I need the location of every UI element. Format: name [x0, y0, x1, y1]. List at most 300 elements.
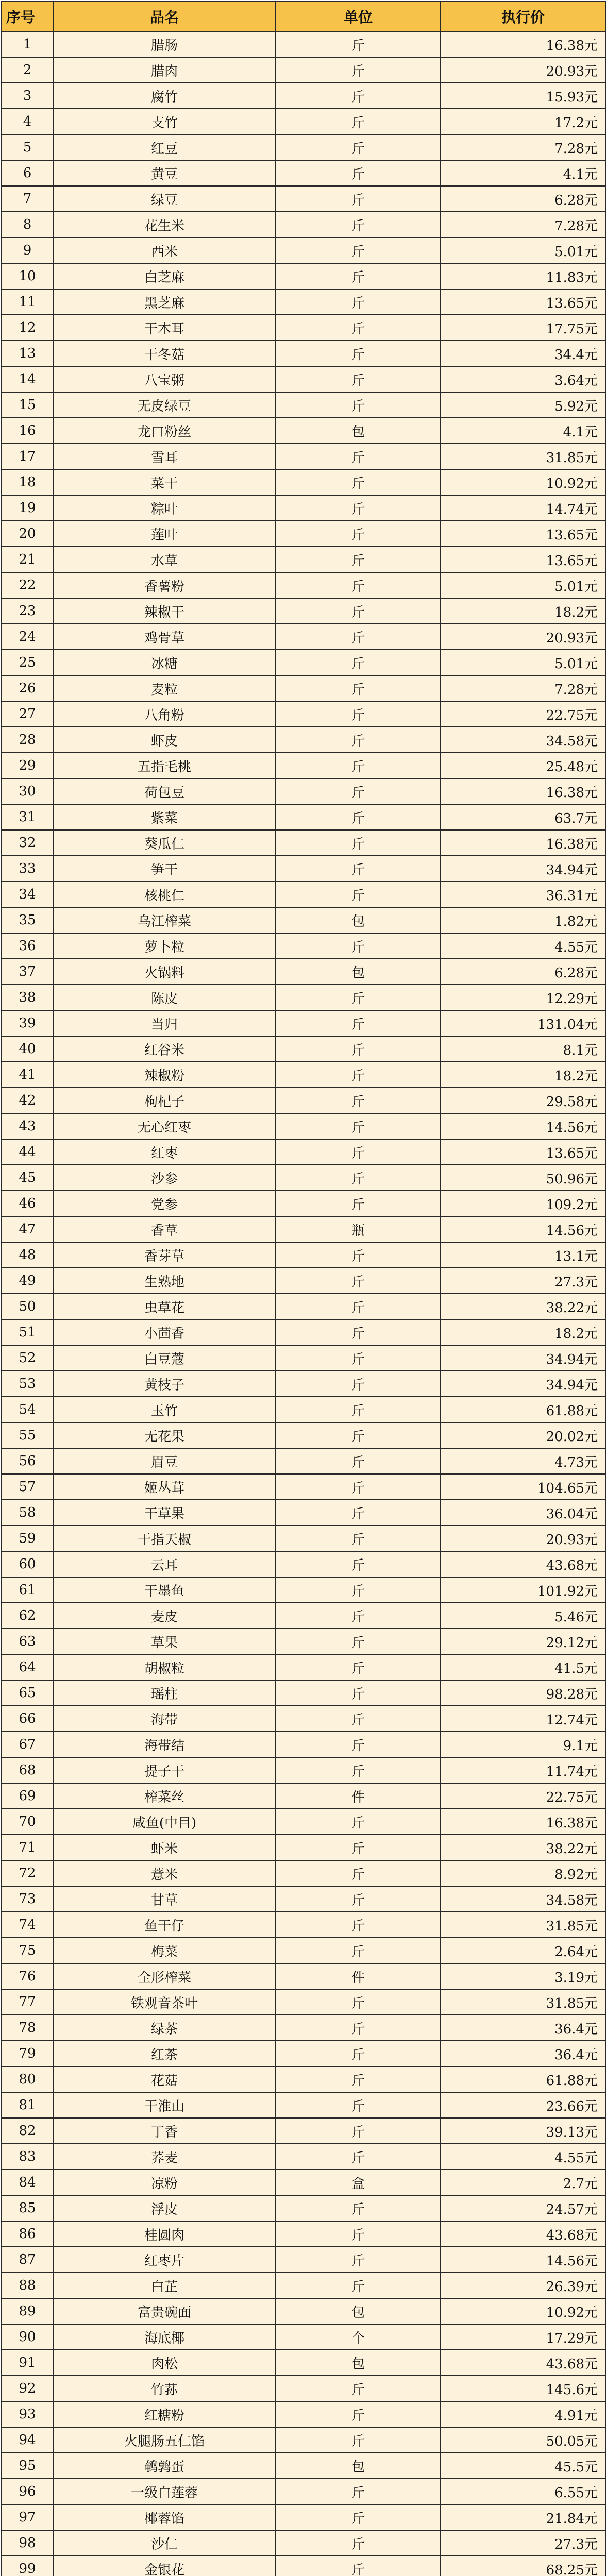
cell-unit: 斤 [276, 366, 441, 392]
cell-index: 61 [2, 1577, 53, 1603]
cell-name: 浮皮 [53, 2195, 276, 2221]
cell-name: 咸鱼(中目) [53, 1809, 276, 1835]
table-row [2, 1680, 605, 1706]
cell-index: 4 [2, 109, 53, 134]
cell-unit: 斤 [276, 2144, 441, 2170]
cell-name: 全形榨菜 [53, 1963, 276, 1989]
cell-unit: 斤 [276, 1577, 441, 1603]
cell-price: 3.64元 [441, 366, 605, 392]
cell-price: 4.1元 [441, 418, 605, 444]
cell-index: 69 [2, 1783, 53, 1809]
cell-unit: 瓶 [276, 1216, 441, 1242]
table-row [2, 1139, 605, 1165]
table-row [2, 1010, 605, 1036]
table-row [2, 1629, 605, 1654]
cell-price: 31.85元 [441, 1989, 605, 2015]
price-table [1, 1, 606, 2576]
cell-index: 90 [2, 2324, 53, 2350]
cell-price: 27.3元 [441, 1268, 605, 1294]
cell-index: 97 [2, 2504, 53, 2530]
cell-price: 131.04元 [441, 1010, 605, 1036]
cell-unit: 斤 [276, 1938, 441, 1963]
cell-name: 一级白莲蓉 [53, 2479, 276, 2504]
cell-name: 八宝粥 [53, 366, 276, 392]
cell-index: 36 [2, 933, 53, 959]
table-row [2, 31, 605, 57]
cell-index: 94 [2, 2427, 53, 2453]
cell-name: 云耳 [53, 1551, 276, 1577]
table-row [2, 315, 605, 341]
cell-price: 5.01元 [441, 650, 605, 675]
cell-index: 93 [2, 2401, 53, 2427]
cell-price: 16.38元 [441, 1809, 605, 1835]
cell-index: 60 [2, 1551, 53, 1577]
cell-unit: 斤 [276, 1603, 441, 1629]
table-row [2, 1860, 605, 1886]
cell-name: 花生米 [53, 212, 276, 238]
table-row [2, 2273, 605, 2298]
cell-unit: 斤 [276, 2273, 441, 2298]
table-row [2, 1422, 605, 1448]
cell-index: 64 [2, 1654, 53, 1680]
cell-price: 13.65元 [441, 521, 605, 547]
cell-name: 莲叶 [53, 521, 276, 547]
table-body [2, 31, 605, 2576]
cell-price: 61.88元 [441, 2066, 605, 2092]
table-row [2, 1345, 605, 1371]
cell-price: 17.29元 [441, 2324, 605, 2350]
cell-name: 海带结 [53, 1732, 276, 1757]
cell-unit: 斤 [276, 624, 441, 650]
header-index: 序号 [2, 2, 53, 31]
table-row [2, 2401, 605, 2427]
table-row [2, 804, 605, 830]
cell-name: 椰蓉馅 [53, 2504, 276, 2530]
cell-unit: 斤 [276, 1422, 441, 1448]
cell-name: 火锅料 [53, 959, 276, 985]
table-row [2, 2066, 605, 2092]
cell-price: 26.39元 [441, 2273, 605, 2298]
cell-price: 36.4元 [441, 2015, 605, 2041]
table-row [2, 598, 605, 624]
cell-price: 61.88元 [441, 1397, 605, 1422]
cell-unit: 斤 [276, 1448, 441, 1474]
cell-unit: 包 [276, 418, 441, 444]
cell-index: 76 [2, 1963, 53, 1989]
cell-unit: 件 [276, 1783, 441, 1809]
cell-unit: 斤 [276, 727, 441, 753]
table-row [2, 572, 605, 598]
cell-index: 95 [2, 2453, 53, 2479]
cell-unit: 斤 [276, 289, 441, 315]
table-row [2, 289, 605, 315]
cell-name: 红谷米 [53, 1036, 276, 1062]
cell-index: 3 [2, 83, 53, 109]
cell-index: 8 [2, 212, 53, 238]
cell-index: 16 [2, 418, 53, 444]
table-row [2, 1706, 605, 1732]
cell-price: 13.65元 [441, 547, 605, 572]
cell-index: 31 [2, 804, 53, 830]
cell-index: 86 [2, 2221, 53, 2247]
table-row [2, 1448, 605, 1474]
table-row [2, 1551, 605, 1577]
cell-name: 腊肉 [53, 57, 276, 83]
cell-unit: 斤 [276, 2247, 441, 2273]
cell-name: 绿茶 [53, 2015, 276, 2041]
cell-index: 39 [2, 1010, 53, 1036]
cell-index: 12 [2, 315, 53, 341]
cell-name: 提子干 [53, 1757, 276, 1783]
cell-index: 40 [2, 1036, 53, 1062]
cell-price: 63.7元 [441, 804, 605, 830]
table-row [2, 2504, 605, 2530]
cell-index: 7 [2, 186, 53, 212]
cell-index: 70 [2, 1809, 53, 1835]
cell-index: 18 [2, 469, 53, 495]
cell-index: 98 [2, 2530, 53, 2556]
cell-name: 丁香 [53, 2118, 276, 2144]
table-row [2, 1242, 605, 1268]
cell-unit: 斤 [276, 1835, 441, 1860]
cell-unit: 斤 [276, 882, 441, 907]
table-row [2, 1577, 605, 1603]
cell-unit: 斤 [276, 2041, 441, 2066]
cell-unit: 斤 [276, 1526, 441, 1551]
cell-unit: 包 [276, 2453, 441, 2479]
cell-index: 9 [2, 238, 53, 263]
cell-price: 36.4元 [441, 2041, 605, 2066]
cell-name: 富贵碗面 [53, 2298, 276, 2324]
table-row [2, 2221, 605, 2247]
cell-name: 虾皮 [53, 727, 276, 753]
cell-index: 52 [2, 1345, 53, 1371]
table-row [2, 1319, 605, 1345]
cell-unit: 斤 [276, 856, 441, 882]
cell-index: 59 [2, 1526, 53, 1551]
cell-index: 62 [2, 1603, 53, 1629]
cell-price: 14.74元 [441, 495, 605, 521]
cell-unit: 斤 [276, 1088, 441, 1113]
cell-unit: 斤 [276, 1860, 441, 1886]
cell-index: 89 [2, 2298, 53, 2324]
cell-price: 2.64元 [441, 1938, 605, 1963]
cell-name: 鹌鹑蛋 [53, 2453, 276, 2479]
cell-name: 香薯粉 [53, 572, 276, 598]
cell-unit: 件 [276, 1963, 441, 1989]
table-row [2, 1809, 605, 1835]
cell-price: 5.92元 [441, 392, 605, 418]
cell-unit: 斤 [276, 1629, 441, 1654]
cell-index: 75 [2, 1938, 53, 1963]
cell-index: 50 [2, 1294, 53, 1319]
table-row [2, 1191, 605, 1216]
cell-index: 30 [2, 778, 53, 804]
cell-price: 27.3元 [441, 2530, 605, 2556]
table-row [2, 2376, 605, 2401]
table-row [2, 2324, 605, 2350]
cell-name: 干淮山 [53, 2092, 276, 2118]
cell-unit: 斤 [276, 1139, 441, 1165]
cell-unit: 斤 [276, 1757, 441, 1783]
cell-price: 98.28元 [441, 1680, 605, 1706]
cell-price: 104.65元 [441, 1474, 605, 1500]
cell-price: 11.83元 [441, 263, 605, 289]
cell-name: 虾米 [53, 1835, 276, 1860]
cell-unit: 斤 [276, 392, 441, 418]
header-unit: 单位 [276, 2, 441, 31]
cell-index: 56 [2, 1448, 53, 1474]
cell-name: 当归 [53, 1010, 276, 1036]
cell-index: 85 [2, 2195, 53, 2221]
cell-price: 2.7元 [441, 2170, 605, 2195]
cell-index: 27 [2, 701, 53, 727]
cell-price: 18.2元 [441, 598, 605, 624]
cell-price: 21.84元 [441, 2504, 605, 2530]
cell-name: 小茴香 [53, 1319, 276, 1345]
cell-name: 沙仁 [53, 2530, 276, 2556]
cell-unit: 斤 [276, 212, 441, 238]
cell-index: 37 [2, 959, 53, 985]
cell-unit: 斤 [276, 753, 441, 778]
table-row [2, 2247, 605, 2273]
cell-price: 12.74元 [441, 1706, 605, 1732]
cell-unit: 斤 [276, 2015, 441, 2041]
cell-unit: 斤 [276, 1113, 441, 1139]
cell-price: 34.94元 [441, 856, 605, 882]
cell-unit: 斤 [276, 598, 441, 624]
cell-price: 34.94元 [441, 1345, 605, 1371]
table-row [2, 1500, 605, 1526]
cell-index: 80 [2, 2066, 53, 2092]
cell-unit: 斤 [276, 1397, 441, 1422]
cell-unit: 斤 [276, 1706, 441, 1732]
cell-name: 笋干 [53, 856, 276, 882]
cell-index: 34 [2, 882, 53, 907]
cell-name: 党参 [53, 1191, 276, 1216]
cell-name: 菜干 [53, 469, 276, 495]
cell-name: 红枣片 [53, 2247, 276, 2273]
table-row [2, 212, 605, 238]
table-row [2, 2427, 605, 2453]
table-row [2, 444, 605, 469]
cell-name: 黄豆 [53, 160, 276, 186]
cell-index: 42 [2, 1088, 53, 1113]
cell-name: 干冬菇 [53, 341, 276, 366]
cell-index: 77 [2, 1989, 53, 2015]
cell-price: 18.2元 [441, 1319, 605, 1345]
cell-name: 干墨鱼 [53, 1577, 276, 1603]
cell-name: 虫草花 [53, 1294, 276, 1319]
cell-unit: 斤 [276, 1654, 441, 1680]
cell-unit: 斤 [276, 186, 441, 212]
cell-index: 81 [2, 2092, 53, 2118]
table-row [2, 263, 605, 289]
table-row [2, 547, 605, 572]
cell-name: 五指毛桃 [53, 753, 276, 778]
cell-unit: 斤 [276, 2066, 441, 2092]
cell-name: 干草果 [53, 1500, 276, 1526]
cell-price: 18.2元 [441, 1062, 605, 1088]
cell-index: 20 [2, 521, 53, 547]
cell-name: 黑芝麻 [53, 289, 276, 315]
cell-unit: 斤 [276, 1294, 441, 1319]
cell-price: 34.94元 [441, 1371, 605, 1397]
cell-index: 41 [2, 1062, 53, 1088]
cell-unit: 斤 [276, 315, 441, 341]
table-row [2, 1165, 605, 1191]
table-row [2, 366, 605, 392]
cell-price: 34.58元 [441, 1886, 605, 1912]
cell-unit: 斤 [276, 1680, 441, 1706]
cell-unit: 包 [276, 959, 441, 985]
table-row [2, 985, 605, 1010]
table-row [2, 1757, 605, 1783]
table-row [2, 392, 605, 418]
cell-index: 83 [2, 2144, 53, 2170]
cell-name: 薏米 [53, 1860, 276, 1886]
cell-price: 45.5元 [441, 2453, 605, 2479]
cell-name: 鸡骨草 [53, 624, 276, 650]
cell-index: 66 [2, 1706, 53, 1732]
table-row [2, 1886, 605, 1912]
table-row [2, 2170, 605, 2195]
table-row [2, 778, 605, 804]
cell-index: 43 [2, 1113, 53, 1139]
cell-index: 78 [2, 2015, 53, 2041]
table-row [2, 2479, 605, 2504]
cell-name: 白芷 [53, 2273, 276, 2298]
cell-unit: 斤 [276, 1268, 441, 1294]
cell-index: 49 [2, 1268, 53, 1294]
table-row [2, 2015, 605, 2041]
cell-unit: 包 [276, 907, 441, 933]
cell-name: 无花果 [53, 1422, 276, 1448]
cell-name: 荷包豆 [53, 778, 276, 804]
cell-unit: 斤 [276, 31, 441, 57]
cell-index: 29 [2, 753, 53, 778]
cell-index: 44 [2, 1139, 53, 1165]
cell-unit: 斤 [276, 134, 441, 160]
cell-price: 23.66元 [441, 2092, 605, 2118]
cell-price: 24.57元 [441, 2195, 605, 2221]
cell-price: 14.56元 [441, 1113, 605, 1139]
cell-name: 海底椰 [53, 2324, 276, 2350]
cell-price: 13.65元 [441, 289, 605, 315]
cell-price: 68.25元 [441, 2556, 605, 2576]
table-row [2, 933, 605, 959]
cell-price: 109.2元 [441, 1191, 605, 1216]
cell-price: 16.38元 [441, 830, 605, 856]
cell-price: 12.29元 [441, 985, 605, 1010]
cell-unit: 斤 [276, 1319, 441, 1345]
cell-index: 58 [2, 1500, 53, 1526]
cell-index: 71 [2, 1835, 53, 1860]
cell-unit: 斤 [276, 1912, 441, 1938]
cell-price: 7.28元 [441, 212, 605, 238]
table-row [2, 675, 605, 701]
cell-name: 龙口粉丝 [53, 418, 276, 444]
cell-name: 雪耳 [53, 444, 276, 469]
table-row [2, 495, 605, 521]
cell-name: 白豆蔻 [53, 1345, 276, 1371]
table-row [2, 1088, 605, 1113]
cell-name: 肉松 [53, 2350, 276, 2376]
cell-price: 145.6元 [441, 2376, 605, 2401]
header-name: 品名 [53, 2, 276, 31]
cell-price: 25.48元 [441, 753, 605, 778]
cell-unit: 斤 [276, 2530, 441, 2556]
cell-name: 瑶柱 [53, 1680, 276, 1706]
table-row [2, 1397, 605, 1422]
cell-price: 20.93元 [441, 1526, 605, 1551]
cell-unit: 斤 [276, 469, 441, 495]
cell-price: 31.85元 [441, 1912, 605, 1938]
cell-price: 16.38元 [441, 31, 605, 57]
cell-price: 22.75元 [441, 701, 605, 727]
cell-name: 梅菜 [53, 1938, 276, 1963]
cell-name: 姬丛茸 [53, 1474, 276, 1500]
cell-name: 竹荪 [53, 2376, 276, 2401]
cell-name: 铁观音茶叶 [53, 1989, 276, 2015]
cell-name: 桂圆肉 [53, 2221, 276, 2247]
cell-index: 15 [2, 392, 53, 418]
cell-name: 生熟地 [53, 1268, 276, 1294]
cell-price: 4.1元 [441, 160, 605, 186]
table-row [2, 1294, 605, 1319]
table-row [2, 1835, 605, 1860]
table-row [2, 1474, 605, 1500]
cell-index: 46 [2, 1191, 53, 1216]
table-row [2, 1113, 605, 1139]
cell-unit: 斤 [276, 1809, 441, 1835]
table-row [2, 2041, 605, 2066]
cell-index: 48 [2, 1242, 53, 1268]
table-row [2, 1216, 605, 1242]
cell-price: 43.68元 [441, 1551, 605, 1577]
cell-index: 23 [2, 598, 53, 624]
cell-unit: 斤 [276, 444, 441, 469]
cell-name: 辣椒干 [53, 598, 276, 624]
cell-price: 38.22元 [441, 1294, 605, 1319]
cell-unit: 斤 [276, 1345, 441, 1371]
cell-index: 6 [2, 160, 53, 186]
cell-name: 麦皮 [53, 1603, 276, 1629]
table-row [2, 83, 605, 109]
cell-index: 79 [2, 2041, 53, 2066]
table-row [2, 2195, 605, 2221]
cell-name: 干指天椒 [53, 1526, 276, 1551]
cell-name: 香芽草 [53, 1242, 276, 1268]
cell-name: 眉豆 [53, 1448, 276, 1474]
cell-unit: 斤 [276, 1191, 441, 1216]
cell-name: 支竹 [53, 109, 276, 134]
cell-name: 无心红枣 [53, 1113, 276, 1139]
cell-name: 腊肠 [53, 31, 276, 57]
cell-price: 6.55元 [441, 2479, 605, 2504]
cell-unit: 斤 [276, 2092, 441, 2118]
table-row [2, 1036, 605, 1062]
cell-price: 41.5元 [441, 1654, 605, 1680]
cell-unit: 斤 [276, 57, 441, 83]
cell-index: 11 [2, 289, 53, 315]
cell-name: 萝卜粒 [53, 933, 276, 959]
cell-name: 冰糖 [53, 650, 276, 675]
table-row [2, 418, 605, 444]
cell-index: 24 [2, 624, 53, 650]
cell-unit: 斤 [276, 804, 441, 830]
table-row [2, 186, 605, 212]
